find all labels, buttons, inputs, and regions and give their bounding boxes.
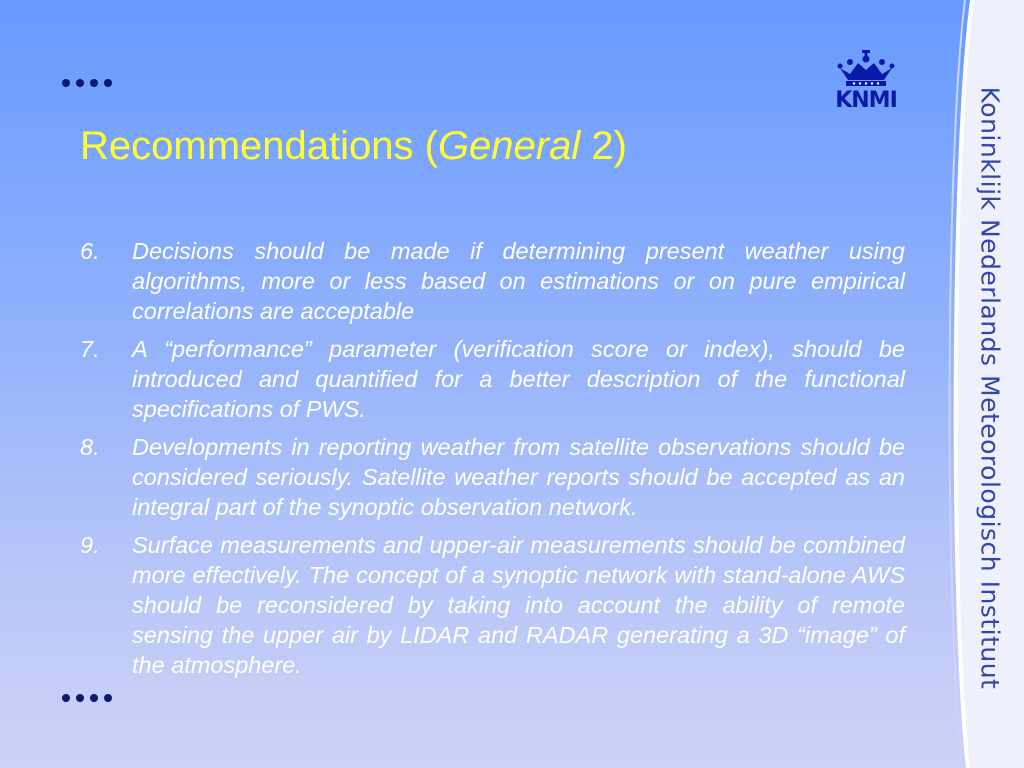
list-item [80, 432, 905, 522]
recommendation-list [80, 236, 905, 688]
item-number: 8. [80, 434, 100, 460]
title-italic: General [437, 124, 581, 168]
knmi-logo [826, 50, 906, 116]
crown-icon [826, 50, 906, 90]
list-item [80, 530, 905, 680]
title-prefix: Recommendations ( [80, 124, 438, 168]
item-text: Developments in reporting weather from satellite observations should be considered seriously. Satellite weather reports should be accepted as an integral part of the synoptic observation network. [132, 434, 905, 520]
title-suffix: 2) [580, 124, 627, 168]
item-text: Surface measurements and upper-air measurements should be combined more effectively. The concept of a synoptic network with stand-alone AWS should be reconsidered by taking into account the ability of remote sensing the upper air by LIDAR and RADAR generating a 3D “image” of the atmosphere. [132, 532, 905, 678]
slide-title [80, 124, 627, 169]
institute-name: Koninklijk Nederlands Meteorologisch Instituut [975, 86, 1005, 690]
logo-wordmark: KNMI [835, 88, 897, 113]
list-item [80, 334, 905, 424]
item-number: 7. [80, 336, 100, 362]
item-number: 6. [80, 238, 100, 264]
list-item [80, 236, 905, 326]
item-text: Decisions should be made if determining present weather using algorithms, more or less based on estimations or on pure empirical correlations are acceptable [132, 238, 905, 324]
item-text: A “performance” parameter (verification score or index), should be introduced and quantified for a better description of the functional specifications of PWS. [132, 336, 905, 422]
bullet-dots-top [62, 74, 122, 88]
bullet-dots-bottom [62, 689, 122, 703]
item-number: 9. [80, 532, 100, 558]
